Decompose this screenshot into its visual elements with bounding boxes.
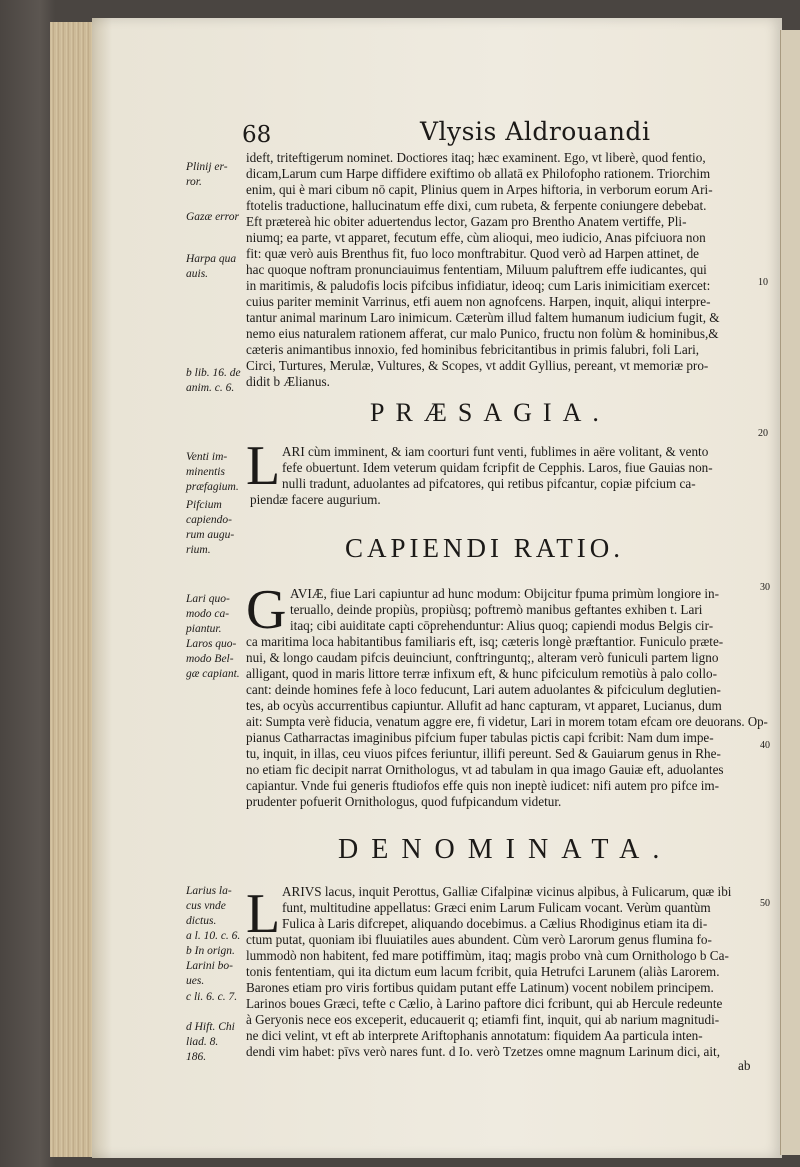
margin-note: anim. c. 6. [186, 382, 235, 394]
page-number: 68 [242, 122, 272, 148]
text-line: ARIVS lacus, inquit Perottus, Galliæ Cifalpinæ vicinus alpibus, à Fulicarum, quæ ibi [282, 884, 732, 899]
section-heading: DENOMINATA. [338, 834, 673, 865]
text-line: ARI cùm imminent, & iam coorturi funt venti, fublimes in aëre volitant, & vento [282, 444, 709, 459]
line-number: 40 [760, 740, 770, 751]
text-line: lummodò non habitent, fed mare potiffimùm, itaq; magis probo vnà cum Ornithologo b Ca- [246, 948, 729, 963]
margin-note: Plinij er- [186, 161, 228, 173]
text-line: didit b Ælianus. [246, 374, 330, 389]
line-number: 20 [758, 428, 768, 439]
next-page-edge [780, 30, 800, 1155]
margin-note: Lari quo- [186, 593, 230, 605]
catchword: ab [738, 1058, 751, 1073]
margin-note: b lib. 16. de [186, 367, 241, 379]
text-line: ctum putat, quoniam ibi fluuiatiles aues abundent. Cùm verò Larorum genus flumina fo- [246, 932, 712, 947]
text-line: Larinos boues Græci, tefte c Cælio, à Larino paftore dici fcribunt, qui ab Hercule redeunte [246, 996, 723, 1011]
text-line: pianus Catharractas imaginibus pifcium fuper tabulas pictis capi fcribit: Nam dum impe- [246, 730, 714, 745]
margin-note: minentis [186, 466, 225, 478]
margin-note: b In orign. [186, 945, 235, 957]
margin-note: c li. 6. c. 7. [186, 991, 238, 1003]
text-line: teruallo, deinde propiùs, propiùsq; poftremò manibus geftantes exhiben t. Lari [290, 602, 703, 617]
margin-note: Harpa qua [186, 253, 237, 265]
margin-note: piantur. [186, 623, 222, 635]
margin-note: gæ capiant. [186, 668, 240, 680]
text-line: tonis fententiam, qui ita dictum eum lacum fcribit, quia Hetrufci Larunem (aliàs Larorem. [246, 964, 720, 979]
margin-note: modo ca- [186, 608, 230, 620]
text-line: ftotelis traductione, hallucinatum effe dixi, cum rubeta, & ferpente coniungere debebat. [246, 198, 707, 213]
text-line: fit: quæ verò auis Brenthus fit, fuo loco monftrabitur. Quod verò ad Harpen attinet, de [246, 246, 700, 261]
page-edges [50, 22, 97, 1157]
text-line: Barones etiam pro viris fortibus quidam putant effe Latinum) vocent nobilem principem. [246, 980, 714, 995]
text-line: enim, qui è mari cibum nō capit, Plinius quem in Arpes hiftoria, in verborum eorum Ari- [246, 182, 713, 197]
text-line: fefe obuertunt. Idem veterum quidam fcripfit de Cepphis. Laros, fiue Gauias non- [282, 460, 713, 475]
margin-note: ror. [186, 176, 202, 188]
section-heading: CAPIENDI RATIO. [345, 533, 624, 563]
text-line: ne dici velint, vt eft ab interprete Ariftophanis annotatum: fiquidem Aa particula inten- [246, 1028, 703, 1043]
text-line: alligant, quod in maris littore terræ infixum eft, & hunc pifciculum remotiùs à palo collo- [246, 666, 717, 681]
text-line: à Geryonis nece eos exceperit, educauerit q; etiamfi fint, inquit, qui ab narium magnitudi- [246, 1012, 720, 1027]
margin-note: ues. [186, 975, 205, 987]
text-line: Eft prætereà hic obiter aduertendus lector, Gazam pro Brentho Anatem vertiffe, Pli- [246, 214, 687, 229]
margin-note: 186. [186, 1051, 207, 1063]
drop-cap: L [246, 435, 281, 497]
text-line: funt, multitudine appellatus: Græci enim Larum Fulicam vocant. Verùm quantùm [282, 900, 711, 915]
running-head: Vlysis Aldrouandi [420, 117, 651, 146]
text-line: Fulica à Laris difcrepet, aliquando docebimus. a Cælius Rhodiginus etiam ita di- [282, 916, 708, 931]
text-line: nulli tradunt, aduolantes ad pifcatores, qui retibus pifcantur, copiæ pifcium ca- [282, 476, 696, 491]
text-line: tes, ab ocyùs accurrentibus capiuntur. Allufit ad hanc capturam, vt apparet, Lucianus, dum [246, 698, 722, 713]
margin-note: cus vnde [186, 900, 226, 912]
section-heading: PRÆSAGIA. [370, 398, 610, 427]
text-line: prudenter pofuerit Ornithologus, quod fufpicandum videtur. [246, 794, 562, 809]
margin-note: auis. [186, 268, 209, 280]
margin-note: modo Bel- [186, 653, 234, 665]
drop-cap: G [246, 579, 287, 641]
line-number: 30 [760, 582, 770, 593]
text-line: dicam,Larum cum Harpe diffidere exiftimo ob allatā ex Philofopho rationem. Triorchim [246, 166, 711, 181]
text-line: ca maritima loca habitantibus familiaris eft, isq; cæteris longè præftantior. Funiculo præte- [246, 634, 724, 649]
text-line: nemo eius naturalem rationem afferat, cur malo Punico, fructu non folùm & hominibus,& [246, 326, 719, 341]
line-number: 10 [758, 277, 768, 288]
margin-note: a l. 10. c. 6. [186, 930, 241, 942]
margin-note: Larius la- [186, 885, 232, 897]
text-line: AVIÆ, fiue Lari capiuntur ad hunc modum: Obijcitur fpuma primùm longiore in- [290, 586, 719, 601]
text-line: hac quoque noftram pronunciauimus fententiam, Miluum paluftrem effe iudicantes, qui [246, 262, 707, 277]
text-line: itaq; cibi auiditate capti cōprehenduntur: Alius quoq; capiendi modus Belgis cir- [290, 618, 714, 633]
text-line: ait: Sumpta verè fiducia, venatum aggre ere, fi videtur, Lari in morem totam efcam ore deuorans. Op- [246, 714, 768, 729]
text-line: tu, inquit, in illas, ceu viuos pifces feriuntur, illifi pereunt. Sed & Gauiarum genus in Rhe- [246, 746, 721, 761]
drop-cap: L [246, 883, 281, 945]
text-line: Circi, Turtures, Merulæ, Vultures, & Scopes, vt addit Gyllius, pereant, vt memoriæ pro- [246, 358, 709, 373]
margin-note: d Hift. Chi [186, 1021, 235, 1033]
margin-note: dictus. [186, 915, 217, 927]
text-line: no etiam fic decipit narrat Ornithologus, vt ad tabulam in qua imago Gauiæ eft, aduolantes [246, 762, 724, 777]
text-line: tantur animal marinum Laro inimicum. Cæterùm illud faltem humanum iudicium fugit, & [246, 310, 720, 325]
text-line: cæteris animantibus innoxio, fed hominibus febricitantibus in primis falubri, foli Lari, [246, 342, 700, 357]
text-line: cant: deinde homines fefe à loco feducunt, Lari autem aduolantes & pifciculum deglutien- [246, 682, 721, 697]
text-line: ideft, triteftigerum nominet. Doctiores itaq; hæc examinent. Ego, vt liberè, quod fentio, [246, 150, 706, 165]
margin-note: Laros quo- [186, 638, 237, 650]
margin-note: liad. 8. [186, 1036, 219, 1048]
margin-note: Pifcium [186, 499, 222, 511]
line-number: 50 [760, 898, 770, 909]
margin-note: Larini bo- [186, 960, 233, 972]
margin-note: Venti im- [186, 451, 228, 463]
margin-note: Gazæ error [186, 211, 239, 223]
margin-note: rum augu- [186, 529, 235, 541]
margin-note: rium. [186, 544, 211, 556]
text-line: cuius pariter meminit Varrinus, etfi auem non agnofcens. Harpen, inquit, aliqui interpre- [246, 294, 711, 309]
text-line: niumq; ea parte, vt apparet, fecutum effe, cùm alioqui, meo iudicio, Anas pifciuora non [246, 230, 706, 245]
text-line: nui, & longo caudam pifcis deuinciunt, conftringuntq;, alteram verò funiculi partem ligno [246, 650, 719, 665]
text-line: dendi vim habet: pīvs verò nares funt. d Io. verò Tzetzes omne magnum Larinum dici, ait, [246, 1044, 721, 1059]
text-line: capiantur. Vnde fui generis ftudiofos effe quis non ineptè iudicet: nifi autem pro pifce im- [246, 778, 720, 793]
margin-note: præfagium. [186, 481, 239, 493]
margin-note: capiendo- [186, 514, 232, 526]
text-line: piendæ facere augurium. [250, 492, 381, 507]
text-line: in maritimis, & paludofis locis pifcibus infidiatur, ideoq; cum Laris inimicitiam exercet: [246, 278, 711, 293]
